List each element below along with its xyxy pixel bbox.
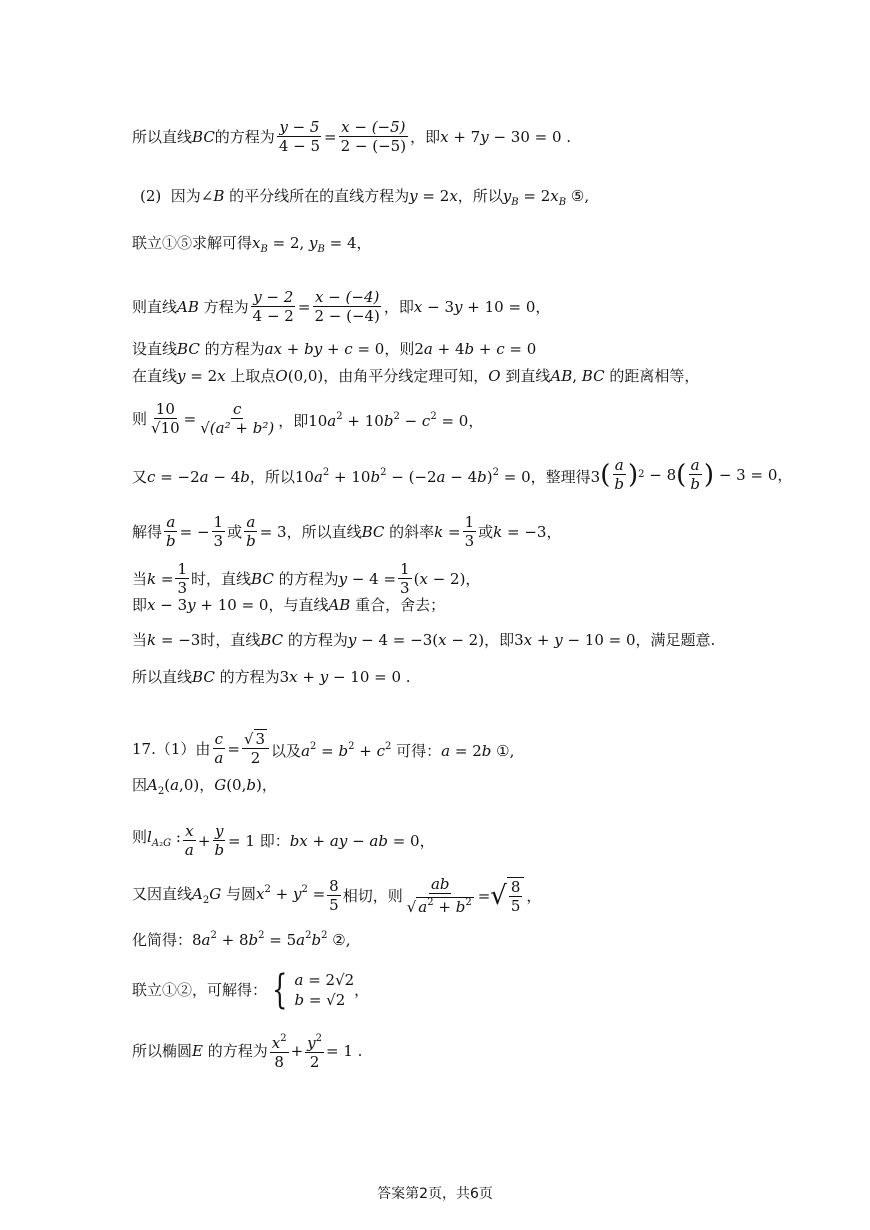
line-distance-eq: 则 $\frac{10}{√10}$ = $\frac{c}{\text{√(a² + b²)}}$ ，即$10a^2 + 10b^2 - c^2 = 0$， xyxy=(132,400,484,437)
fraction: $\frac{c}{\text{√(a² + b²)}}$ xyxy=(200,400,275,437)
fraction: $\frac{y - 5}{4 - 5}$ xyxy=(278,118,321,155)
line-ellipse-final: 所以椭圆E 的方程为 $\frac{x^2}{8}$ + $\frac{y^2}{2}$ = 1 . xyxy=(132,1030,362,1071)
line-case-k-third: 当k = $\frac{1}{3}$ 时，直线BC 的方程为y − 4 = $\frac{1}{3}$ (x − 2)， xyxy=(132,560,481,597)
line-q17-part1: 17.（1）由 $\frac{c}{a}$ = $\frac{√ 3}{2}$ 以及$a^2 = b^2 + c^2$ 可得：a = 2b ①, xyxy=(132,730,515,767)
line-bc-general: 设直线BC 的方程为ax + by + c = 0，则2a + 4b + c = 0 xyxy=(132,340,537,358)
equation-system: { a = 2√2 b = √2 xyxy=(272,967,355,1013)
line-bc-equation-1: 所以直线BC的方程为 $\frac{y - 5}{4 - 5}$ = $\frac{x - (-5)}{2 - (-5)}$ ，即x + 7y − 30 = 0 . xyxy=(132,118,572,155)
line-solve-b: 联立①⑤求解可得$x_B = 2$, $y_B = 4$， xyxy=(132,234,372,255)
line-ab-equation: 则直线AB 方程为 $\frac{y - 2}{4 - 2}$ = $\frac{x - (-4)}{2 - (-4)}$ ，即x − 3y + 10 = 0， xyxy=(132,288,551,325)
fraction: $\frac{y - 2}{4 - 2}$ xyxy=(252,288,294,325)
fraction: $\frac{x - (-4)}{2 - (-4)}$ xyxy=(314,288,380,325)
line-l-a2g: 则$l_{A_2G}$ : $\frac{x}{a}$ + $\frac{y}{b}$ = 1 即：bx + ay − ab = 0， xyxy=(132,822,435,859)
line-part2-intro: (2) 因为∠B 的平分线所在的直线方程为y = 2x，所以$y_B = 2x_B$ ⑤, xyxy=(140,187,590,208)
line-point-o: 在直线y = 2x 上取点O(0,0)，由角平分线定理可知，O 到直线AB, BC 的距离相等， xyxy=(132,367,700,385)
line-bc-final: 所以直线BC 的方程为3x + y − 10 = 0 . xyxy=(132,668,411,686)
line-substitute-c: 又c = −2a − 4b，所以$10a^2 + 10b^2 - (-2a - 4b)^2 = 0$，整理得3 ( $\frac{a}{b}$ ) 2 − 8 ( $\frac{a}{b}$ ) − 3 = 0， xyxy=(132,456,793,493)
fraction: $\frac{10}{√10}$ xyxy=(151,400,180,437)
line-case-k-neg3: 当k = −3时，直线BC 的方程为y − 4 = −3(x − 2)，即3x + y − 10 = 0，满足题意. xyxy=(132,631,716,649)
line-solve-ratio: 解得 $\frac{a}{b}$ = − $\frac{1}{3}$ 或 $\frac{a}{b}$ = 3，所以直线BC 的斜率k = $\frac{1}{3}$ 或k = −3， xyxy=(132,513,562,550)
fraction: $\frac{x - (-5)}{2 - (-5)}$ xyxy=(340,118,407,155)
line-simplify: 化简得：$8a^2 + 8b^2 = 5a^2b^2$ ②, xyxy=(132,930,351,949)
line-tangent: 又因直线$A_2G$ 与圆$x^2 + y^2$ = $\frac{8}{5}$ 相切，则 $\frac{ab}{√ a^2 + b^2}$ = √ $\frac{8}{5}$ ， xyxy=(132,875,542,916)
line-points-a2-g: 因$A_2(a,0)$，G(0,b)， xyxy=(132,776,277,797)
line-system-solve: 联立①②，可解得： { a = 2√2 b = √2 ， xyxy=(132,967,370,1013)
page-footer: 答案第2页，共6页 xyxy=(377,1186,493,1202)
line-reject: 即x − 3y + 10 = 0，与直线AB 重合，舍去； xyxy=(132,596,446,614)
